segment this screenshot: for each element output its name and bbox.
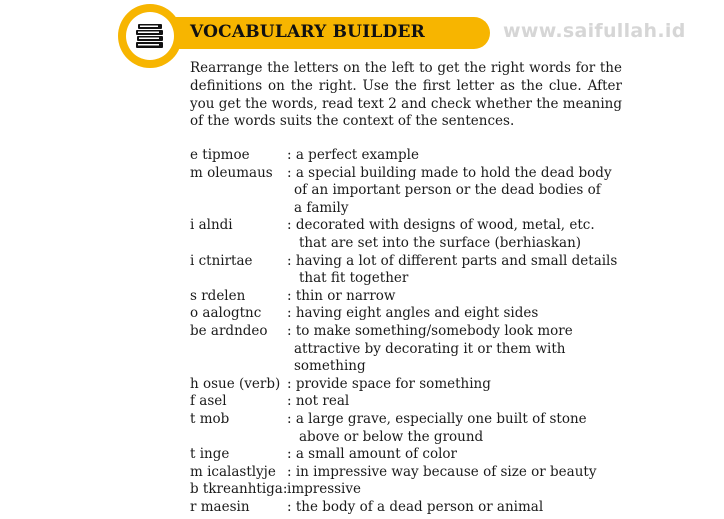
definition: : decorated with designs of wood, metal, etc. that are set into the surface (berhiaskan)	[287, 217, 595, 251]
scrambled-word: s rdelen	[190, 287, 246, 304]
definition: : having eight angles and eight sides	[287, 305, 539, 322]
vocab-row	[190, 305, 630, 323]
definition: : not real	[287, 393, 350, 410]
definition: : to make something/somebody look more attractive by decorating it or them with something	[287, 322, 573, 375]
vocab-row	[190, 323, 630, 376]
definition: : in impressive way because of size or beauty	[287, 463, 597, 480]
vocab-row	[190, 499, 630, 517]
definition: : a perfect example	[287, 147, 419, 163]
definition: : having a lot of different parts and small details that fit together	[287, 252, 618, 287]
scrambled-word: m icalastlyje	[190, 463, 276, 480]
vocab-row	[190, 376, 630, 394]
scrambled-word: i alndi	[190, 217, 233, 234]
vocabulary-list	[190, 147, 630, 516]
vocab-row	[190, 446, 630, 464]
vocab-row	[190, 288, 630, 306]
vocab-row	[190, 481, 630, 499]
vocab-row	[190, 411, 630, 446]
scrambled-word: o aalogtnc	[190, 305, 262, 322]
vocab-row	[190, 253, 630, 288]
vocab-row	[190, 393, 630, 411]
scrambled-word: h osue (verb)	[190, 375, 281, 392]
vocab-row	[190, 165, 630, 218]
section-title: VOCABULARY BUILDER	[190, 22, 425, 42]
definition: impressive	[287, 481, 361, 498]
header-badge	[118, 4, 182, 68]
watermark: www.saifullah.id	[503, 20, 686, 42]
scrambled-word: e tipmoe	[190, 147, 250, 163]
instructions-paragraph: Rearrange the letters on the left to get the right words for the definitions on the right. Use the first letter as the clue. After you get the words, read text 2 and check whether the meaning of the words suits the context of the sentences.	[190, 60, 622, 130]
definition: : provide space for something	[287, 375, 491, 392]
scrambled-word: m oleumaus	[190, 164, 273, 181]
scrambled-word: t inge	[190, 446, 230, 463]
books-icon	[135, 23, 165, 49]
definition: : the body of a dead person or animal	[287, 498, 544, 515]
definition: : a special building made to hold the dead body of an important person or the dead bodies of a family	[287, 164, 612, 216]
vocab-row	[190, 464, 630, 482]
vocab-row	[190, 147, 630, 165]
definition: : a large grave, especially one built of stone above or below the ground	[287, 410, 587, 445]
scrambled-word: f asel	[190, 393, 227, 410]
definition: : thin or narrow	[287, 287, 396, 304]
definition: : a small amount of color	[287, 446, 457, 463]
vocab-row	[190, 217, 630, 252]
scrambled-word: be ardndeo	[190, 322, 268, 339]
scrambled-word: b tkreanhtiga:	[190, 481, 288, 498]
scrambled-word: i ctnirtae	[190, 252, 253, 269]
scrambled-word: r maesin	[190, 498, 250, 515]
scrambled-word: t mob	[190, 410, 230, 427]
